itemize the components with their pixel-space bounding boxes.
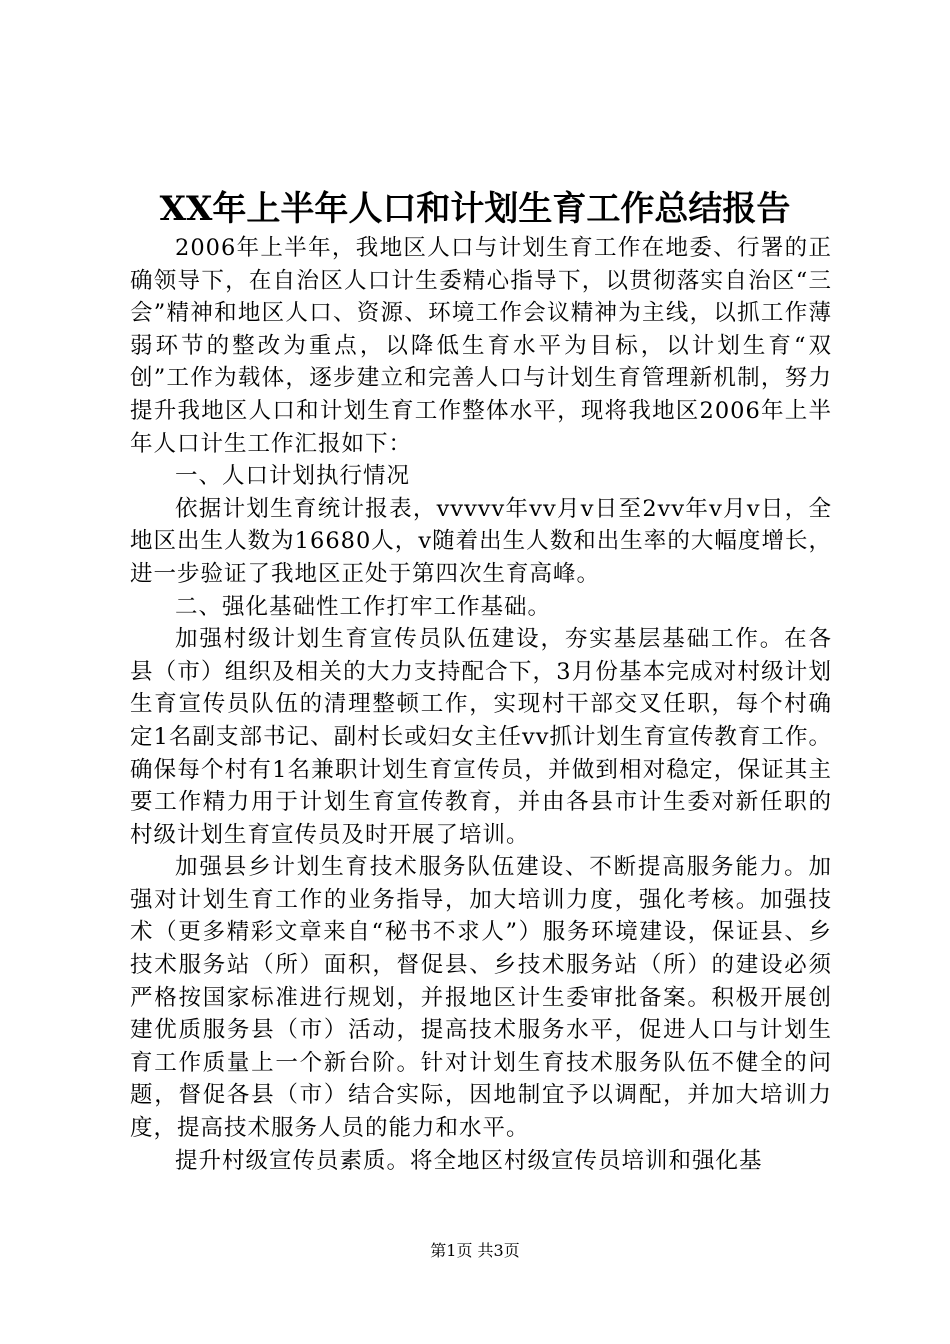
paragraph-birth-statistics: 依据计划生育统计报表，vvvvv年vv月v日至2vv年v月v日，全地区出生人数为16680人，v随着出生人数和出生率的大幅度增长，进一步验证了我地区正处于第四次生育高峰。 — [130, 495, 832, 587]
paragraph-technical-service: 加强县乡计划生育技术服务队伍建设、不断提高服务能力。加强对计划生育工作的业务指导，加大培训力度，强化考核。加强技术（更多精彩文章来自“秘书不求人”）服务环境建设，保证县、乡技术服务站（所）面积，督促县、乡技术服务站（所）的建设必须严格按国家标准进行规划，并报地区计生委审批备案。积极开展创建优质服务县（市）活动，提高技术服务水平，促进人口与计划生育工作质量上一个新台阶。针对计划生育技术服务队伍不健全的问题，督促各县（市）结合实际，因地制宜予以调配，并加大培训力度，提高技术服务人员的能力和水平。 — [130, 854, 832, 1142]
document-title: XX年上半年人口和计划生育工作总结报告 — [159, 189, 791, 229]
paragraph-propagandist-quality: 提升村级宣传员素质。将全地区村级宣传员培训和强化基 — [175, 1147, 763, 1174]
paragraph-intro: 2006年上半年，我地区人口与计划生育工作在地委、行署的正确领导下，在自治区人口计生委精心指导下，以贯彻落实自治区“三会”精神和地区人口、资源、环境工作会议精神为主线，以抓工作薄弱环节的整改为重点，以降低生育水平为目标，以计划生育“双创”工作为载体，逐步建立和完善人口与计划生育管理新机制，努力提升我地区人口和计划生育工作整体水平，现将我地区2006年上半年人口计生工作汇报如下： — [130, 235, 832, 457]
section-heading-1: 一、人口计划执行情况 — [175, 463, 411, 490]
page-number: 第1页 共3页 — [430, 1241, 520, 1260]
document-body — [130, 232, 832, 1177]
section-heading-2: 二、强化基础性工作打牢工作基础。 — [175, 593, 552, 620]
paragraph-village-propagandists: 加强村级计划生育宣传员队伍建设，夯实基层基础工作。在各县（市）组织及相关的大力支持配合下，3月份基本完成对村级计划生育宣传员队伍的清理整顿工作，实现村干部交叉任职，每个村确定1名副支部书记、副村长或妇女主任vv抓计划生育宣传教育工作。确保每个村有1名兼职计划生育宣传员，并做到相对稳定，保证其主要工作精力用于计划生育宣传教育，并由各县市计生委对新任职的村级计划生育宣传员及时开展了培训。 — [130, 626, 832, 848]
